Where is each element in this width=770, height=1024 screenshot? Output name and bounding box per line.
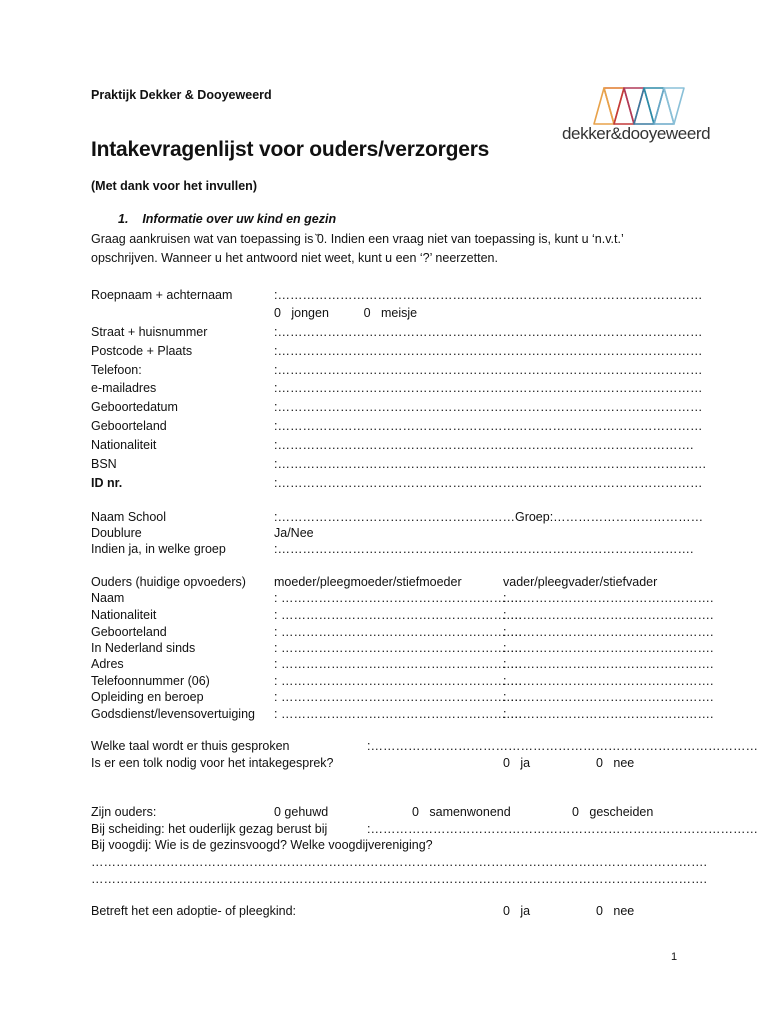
gender-options[interactable]: 0 jongen 0 meisje xyxy=(274,306,418,320)
id-number-field[interactable]: :………………………………………………………………………………………… xyxy=(274,476,703,490)
married-option[interactable]: 0 gehuwd xyxy=(274,805,329,819)
parent-row-label: Telefoonnummer (06) xyxy=(91,674,210,688)
father-field[interactable]: : …………………………………………. xyxy=(503,657,714,671)
birthdate-field[interactable]: :………………………………………………………………………………………… xyxy=(274,400,703,414)
company-logo xyxy=(560,84,720,146)
cohabiting-option[interactable]: 0 samenwonend xyxy=(412,805,511,819)
adoption-no-option[interactable]: 0 nee xyxy=(596,904,635,918)
school-name-field[interactable]: :…………………………………………………Groep:……………………………… xyxy=(274,510,704,524)
father-field[interactable]: : …………………………………………. xyxy=(503,674,714,688)
field-label: e-mailadres xyxy=(91,381,157,395)
field-label: Naam School xyxy=(91,510,167,524)
page-number: 1 xyxy=(671,951,678,963)
fullname-field[interactable]: :………………………………………………………………………………………… xyxy=(274,288,703,302)
adoption-yes-option[interactable]: 0 ja xyxy=(503,904,531,918)
logo-text: dekker&dooyeweerd xyxy=(562,124,711,143)
field-label: Indien ja, in welke groep xyxy=(91,542,226,556)
parent-row-label: Opleiding en beroep xyxy=(91,690,204,704)
nationality-field[interactable]: :………………………………………………………………………………………. xyxy=(274,438,694,452)
language-field[interactable]: :………………………………………………………………………………… xyxy=(367,739,758,753)
parent-row-label: Geboorteland xyxy=(91,625,167,639)
field-label: Postcode + Plaats xyxy=(91,344,193,358)
father-field[interactable]: : …………………………………………. xyxy=(503,690,714,704)
field-label: Roepnaam + achternaam xyxy=(91,288,233,302)
doublure-options[interactable]: Ja/Nee xyxy=(274,526,314,540)
mother-field[interactable]: : …………………………………………………. xyxy=(274,707,522,721)
custody-field[interactable]: :………………………………………………………………………………… xyxy=(367,822,758,836)
custody-question: Bij scheiding: het ouderlijk gezag berust bij xyxy=(91,822,328,836)
intro-text-line-2: opschrijven. Wanneer u het antwoord niet weet, kunt u een ‘?’ neerzetten. xyxy=(91,251,498,265)
field-label: Geboortedatum xyxy=(91,400,178,414)
language-question: Welke taal wordt er thuis gesproken xyxy=(91,739,290,753)
mother-field[interactable]: : …………………………………………………. xyxy=(274,674,522,688)
parent-row-label: Nationaliteit xyxy=(91,608,157,622)
parents-status-question: Zijn ouders: xyxy=(91,805,157,819)
interpreter-no-option[interactable]: 0 nee xyxy=(596,756,635,770)
father-field[interactable]: : …………………………………………. xyxy=(503,608,714,622)
field-label: Doublure xyxy=(91,526,142,540)
phone-field[interactable]: :………………………………………………………………………………………… xyxy=(274,363,703,377)
postcode-field[interactable]: :………………………………………………………………………………………… xyxy=(274,344,703,358)
parents-header-label: Ouders (huidige opvoeders) xyxy=(91,575,246,589)
interpreter-yes-option[interactable]: 0 ja xyxy=(503,756,531,770)
mother-field[interactable]: : …………………………………………………. xyxy=(274,657,522,671)
intro-text-line-1: Graag aankruisen wat van toepassing is ̆0. Indien een vraag niet van toepassing is, kunt u ‘n.v.t.’ xyxy=(91,232,624,246)
mother-field[interactable]: : …………………………………………………. xyxy=(274,625,522,639)
bsn-field[interactable]: :…………………………………………………………………………………………. xyxy=(274,457,706,471)
parent-row-label: In Nederland sinds xyxy=(91,641,196,655)
field-label: BSN xyxy=(91,457,117,471)
practice-name: Praktijk Dekker & Dooyeweerd xyxy=(91,88,272,102)
page-title: Intakevragenlijst voor ouders/verzorgers xyxy=(91,138,490,161)
street-field[interactable]: :………………………………………………………………………………………… xyxy=(274,325,703,339)
repeat-group-field[interactable]: :………………………………………………………………………………………. xyxy=(274,542,694,556)
father-field[interactable]: : …………………………………………. xyxy=(503,641,714,655)
field-label: Straat + huisnummer xyxy=(91,325,208,339)
mother-field[interactable]: : …………………………………………………. xyxy=(274,591,522,605)
parent-row-label: Godsdienst/levensovertuiging xyxy=(91,707,255,721)
field-label: ID nr. xyxy=(91,476,123,490)
field-label: Telefoon: xyxy=(91,363,142,377)
parent-row-label: Adres xyxy=(91,657,124,671)
parent-row-label: Naam xyxy=(91,591,125,605)
adoption-question: Betreft het een adoptie- of pleegkind: xyxy=(91,904,297,918)
email-field[interactable]: :………………………………………………………………………………………… xyxy=(274,381,703,395)
father-field[interactable]: : …………………………………………. xyxy=(503,591,714,605)
mother-field[interactable]: : …………………………………………………. xyxy=(274,690,522,704)
father-field[interactable]: : …………………………………………. xyxy=(503,625,714,639)
field-label: Geboorteland xyxy=(91,419,167,433)
divorced-option[interactable]: 0 gescheiden xyxy=(572,805,654,819)
mother-field[interactable]: : …………………………………………………. xyxy=(274,608,522,622)
birthcountry-field[interactable]: :………………………………………………………………………………………… xyxy=(274,419,703,433)
father-field[interactable]: : …………………………………………. xyxy=(503,707,714,721)
guardian-answer-line-2[interactable]: …………………………………………………………………………………………………………………………………. xyxy=(91,872,707,886)
father-column-header: vader/pleegvader/stiefvader xyxy=(503,575,658,589)
section-heading: 1. Informatie over uw kind en gezin xyxy=(118,212,337,226)
field-label: Nationaliteit xyxy=(91,438,157,452)
mother-column-header: moeder/pleegmoeder/stiefmoeder xyxy=(274,575,462,589)
interpreter-question: Is er een tolk nodig voor het intakegesprek? xyxy=(91,756,334,770)
mother-field[interactable]: : …………………………………………………. xyxy=(274,641,522,655)
guardian-answer-line-1[interactable]: …………………………………………………………………………………………………………………………………. xyxy=(91,855,707,869)
guardian-question: Bij voogdij: Wie is de gezinsvoogd? Welke voogdijvereniging? xyxy=(91,838,433,852)
page-subtitle: (Met dank voor het invullen) xyxy=(91,179,257,193)
